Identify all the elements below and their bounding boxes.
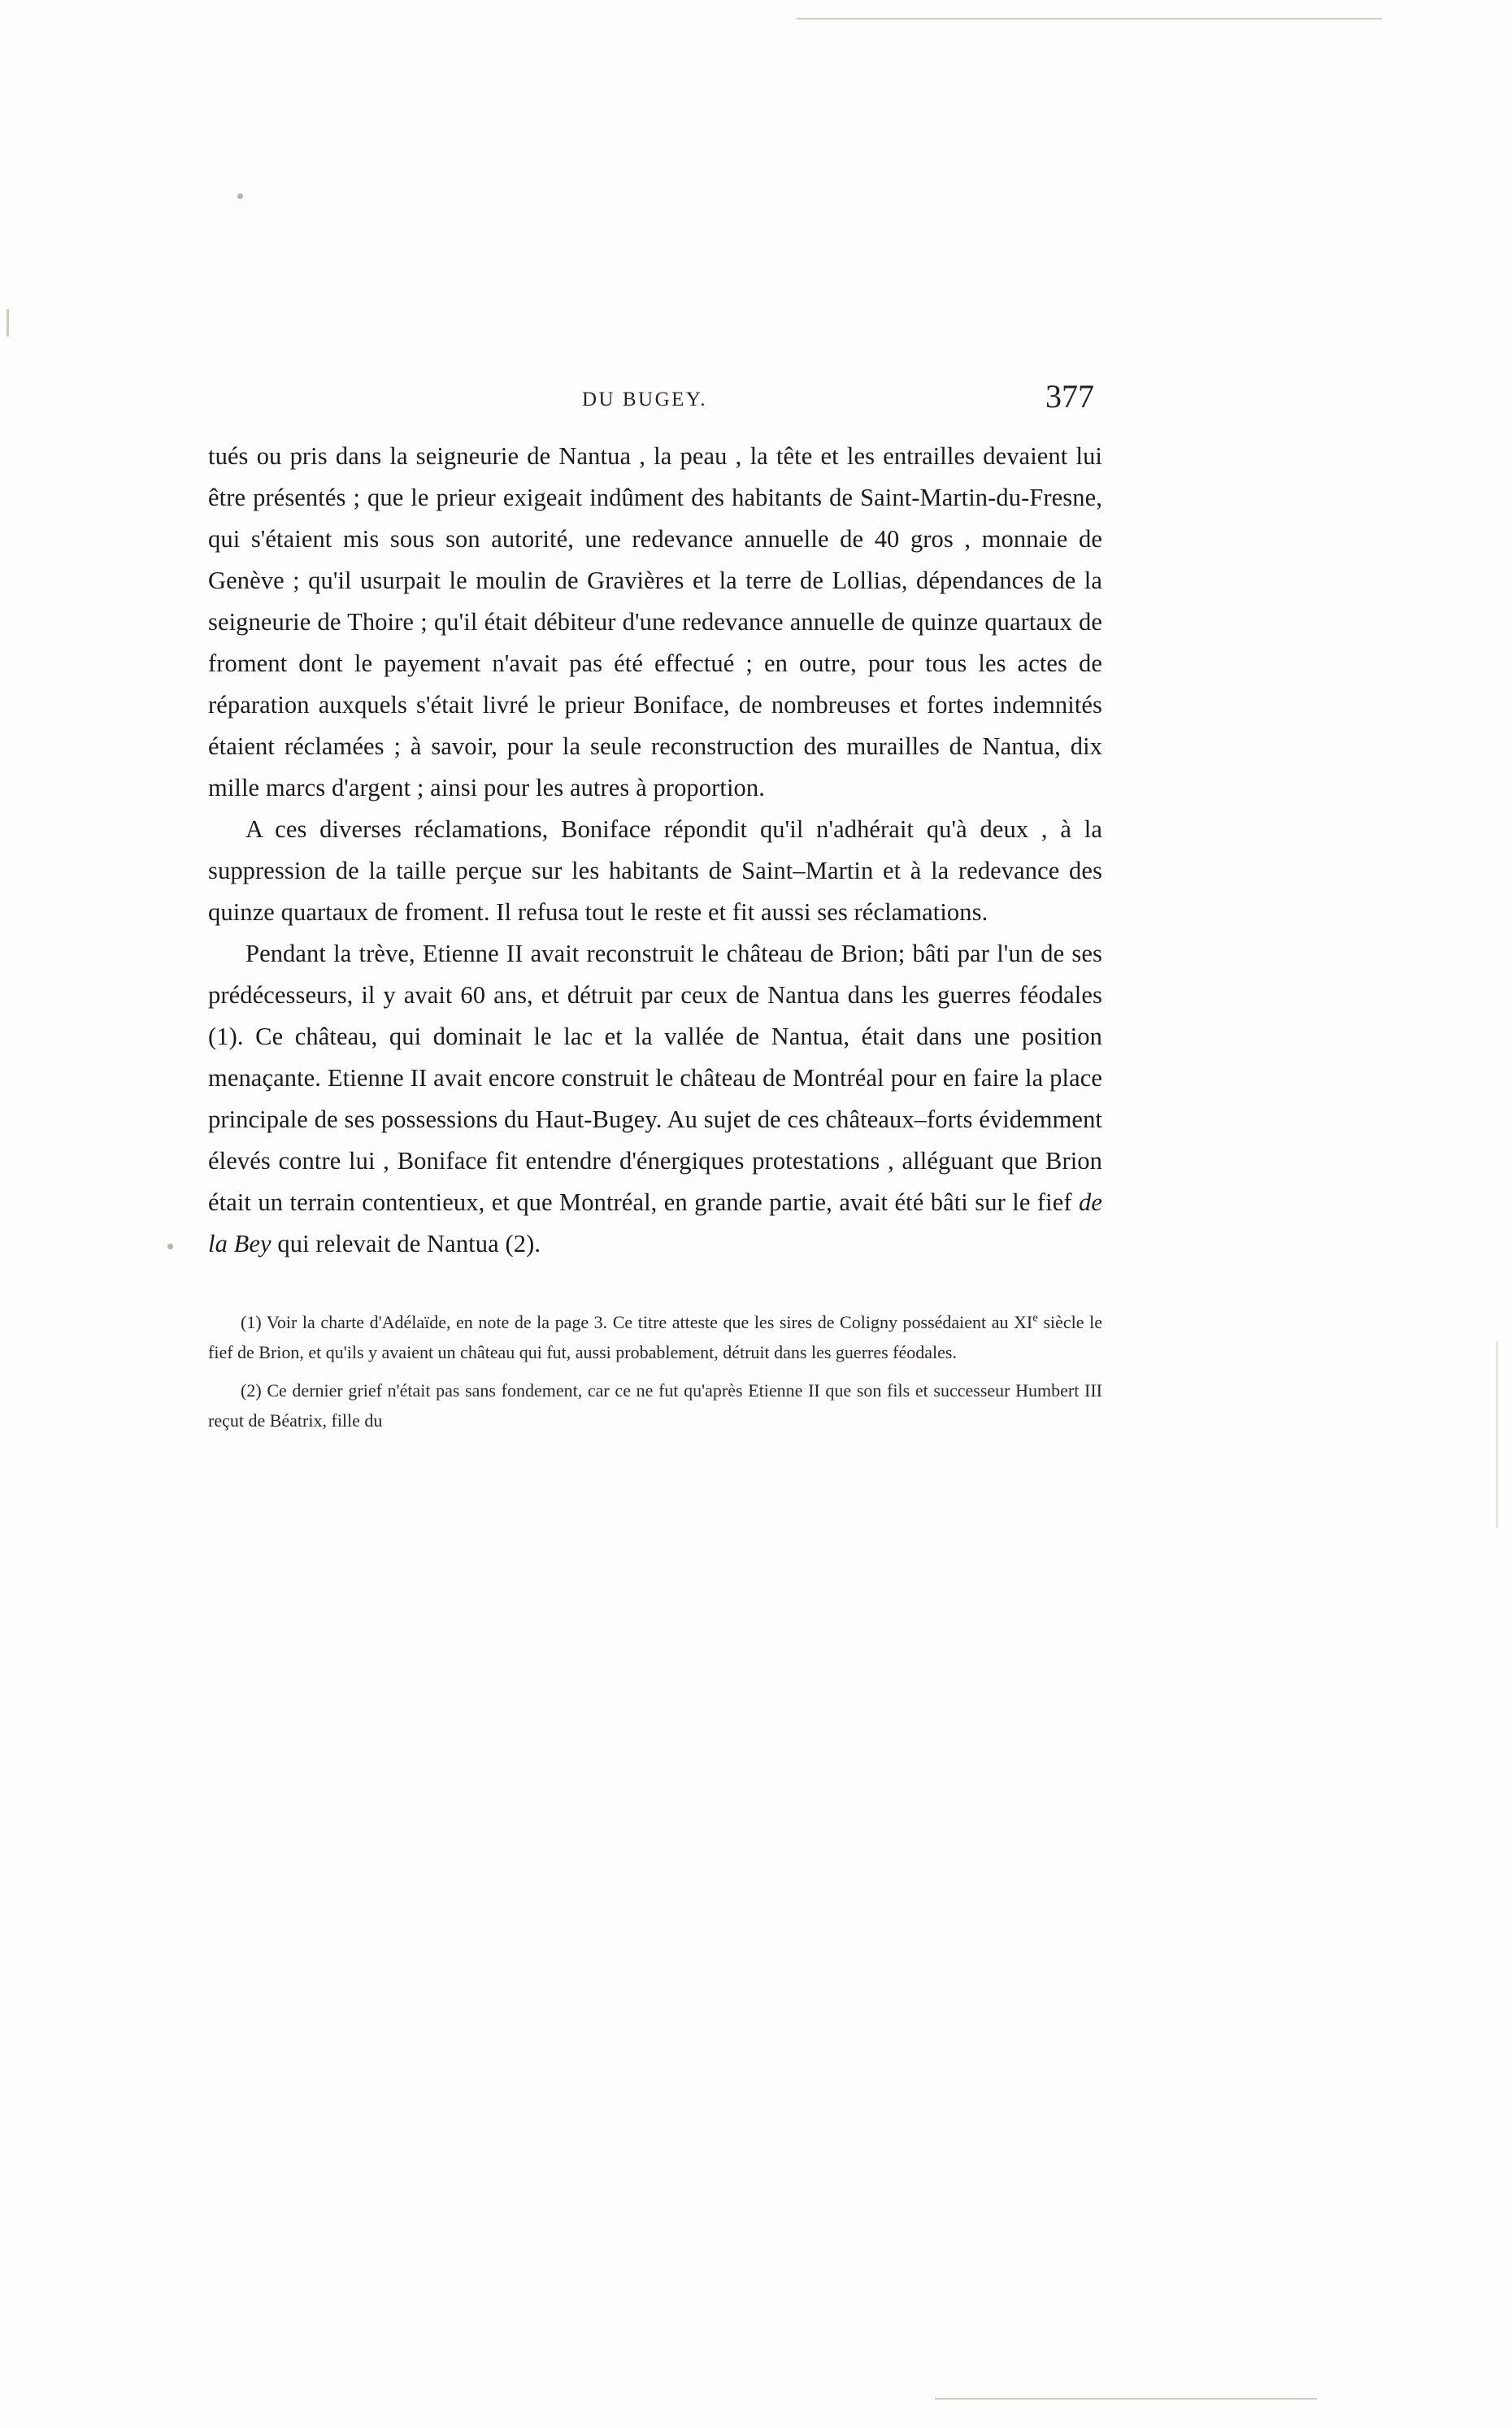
body-paragraph-3-text: Pendant la trève, Etienne II avait reconstruit le château de Brion; bâti par l'un de ses prédécesseurs, il y avait 60 ans, et détruit par ceux de Nantua dans les guerres féodales (1). Ce château, qui dominait le lac et la vallée de Nantua, était dans une position menaçante. Etienne II avait encore construit le château de Montréal pour en faire la place principale de ses possessions du Haut-Bugey. Au sujet de ces châteaux–forts évidemment élevés contre lui , Boniface fit entendre d'énergiques protestations , alléguant que Brion était un terrain contentieux, et que Montréal, en grande partie, avait été bâti sur le fief xyxy=(208,940,1102,1216)
body-paragraph-2: A ces diverses réclamations, Boniface répondit qu'il n'adhérait qu'à deux , à la suppression de la taille perçue sur les habitants de Saint–Martin et à la redevance des quinze quartaux de froment. Il refusa tout le reste et fit aussi ses réclamations. xyxy=(208,815,1102,926)
page-content xyxy=(208,378,1102,1436)
page-edge-fade xyxy=(1447,0,1512,2428)
page-header xyxy=(208,378,1102,428)
footnote-1-marker: (1) xyxy=(241,1312,262,1332)
footnote-1-text-after: siècle le fief de Brion, et qu'ils y avaient un château qui fut, aussi probablement, détruit dans les guerres féodales. xyxy=(208,1312,1102,1362)
body-paragraph-1: tués ou pris dans la seigneurie de Nantua , la peau , la tête et les entrailles devaient lui être présentés ; que le prieur exigeait indûment des habitants de Saint-Martin-du-Fresne, qui s'étaient mis sous son autorité, une redevance annuelle de 40 gros , monnaie de Genève ; qu'il usurpait le moulin de Gravières et la terre de Lollias, dépendances de la seigneurie de Thoire ; qu'il était débiteur d'une redevance annuelle de quinze quartaux de froment dont le payement n'avait pas été effectué ; en outre, pour tous les actes de réparation auxquels s'était livré le prieur Boniface, de nombreuses et fortes indemnités étaient réclamées ; à savoir, pour la seule reconstruction des murailles de Nantua, dix mille marcs d'argent ; ainsi pour les autres à proportion. xyxy=(208,442,1102,801)
scan-edge-mark-top xyxy=(797,18,1382,20)
page-number: 377 xyxy=(1045,378,1094,415)
footnote-1 xyxy=(208,1307,1102,1367)
body-paragraph-3 xyxy=(208,933,1102,1265)
scan-speck-lower xyxy=(167,1244,173,1249)
running-head: DU BUGEY. xyxy=(582,389,707,410)
scan-edge-mark-left xyxy=(7,309,9,337)
scan-edge-mark-right xyxy=(1496,1341,1498,1528)
footnote-1-text-before: Voir la charte d'Adélaïde, en note de la page 3. Ce titre atteste que les sires de Coligny possédaient au XI xyxy=(261,1312,1033,1332)
scan-speck-upper xyxy=(237,193,243,199)
footnotes-block xyxy=(208,1307,1102,1436)
footnote-2-text: Ce dernier grief n'était pas sans fondement, car ce ne fut qu'après Etienne II que son fils et successeur Humbert III reçut de Béatrix, fille du xyxy=(208,1380,1102,1431)
body-paragraph-3-tail: qui relevait de Nantua (2). xyxy=(271,1230,541,1257)
scan-edge-mark-bottom xyxy=(935,2398,1317,2400)
footnote-2 xyxy=(208,1375,1102,1436)
footnote-1-superscript: e xyxy=(1032,1311,1038,1325)
footnote-2-marker: (2) xyxy=(241,1380,262,1401)
italic-phrase: de la Bey xyxy=(208,1188,1102,1257)
